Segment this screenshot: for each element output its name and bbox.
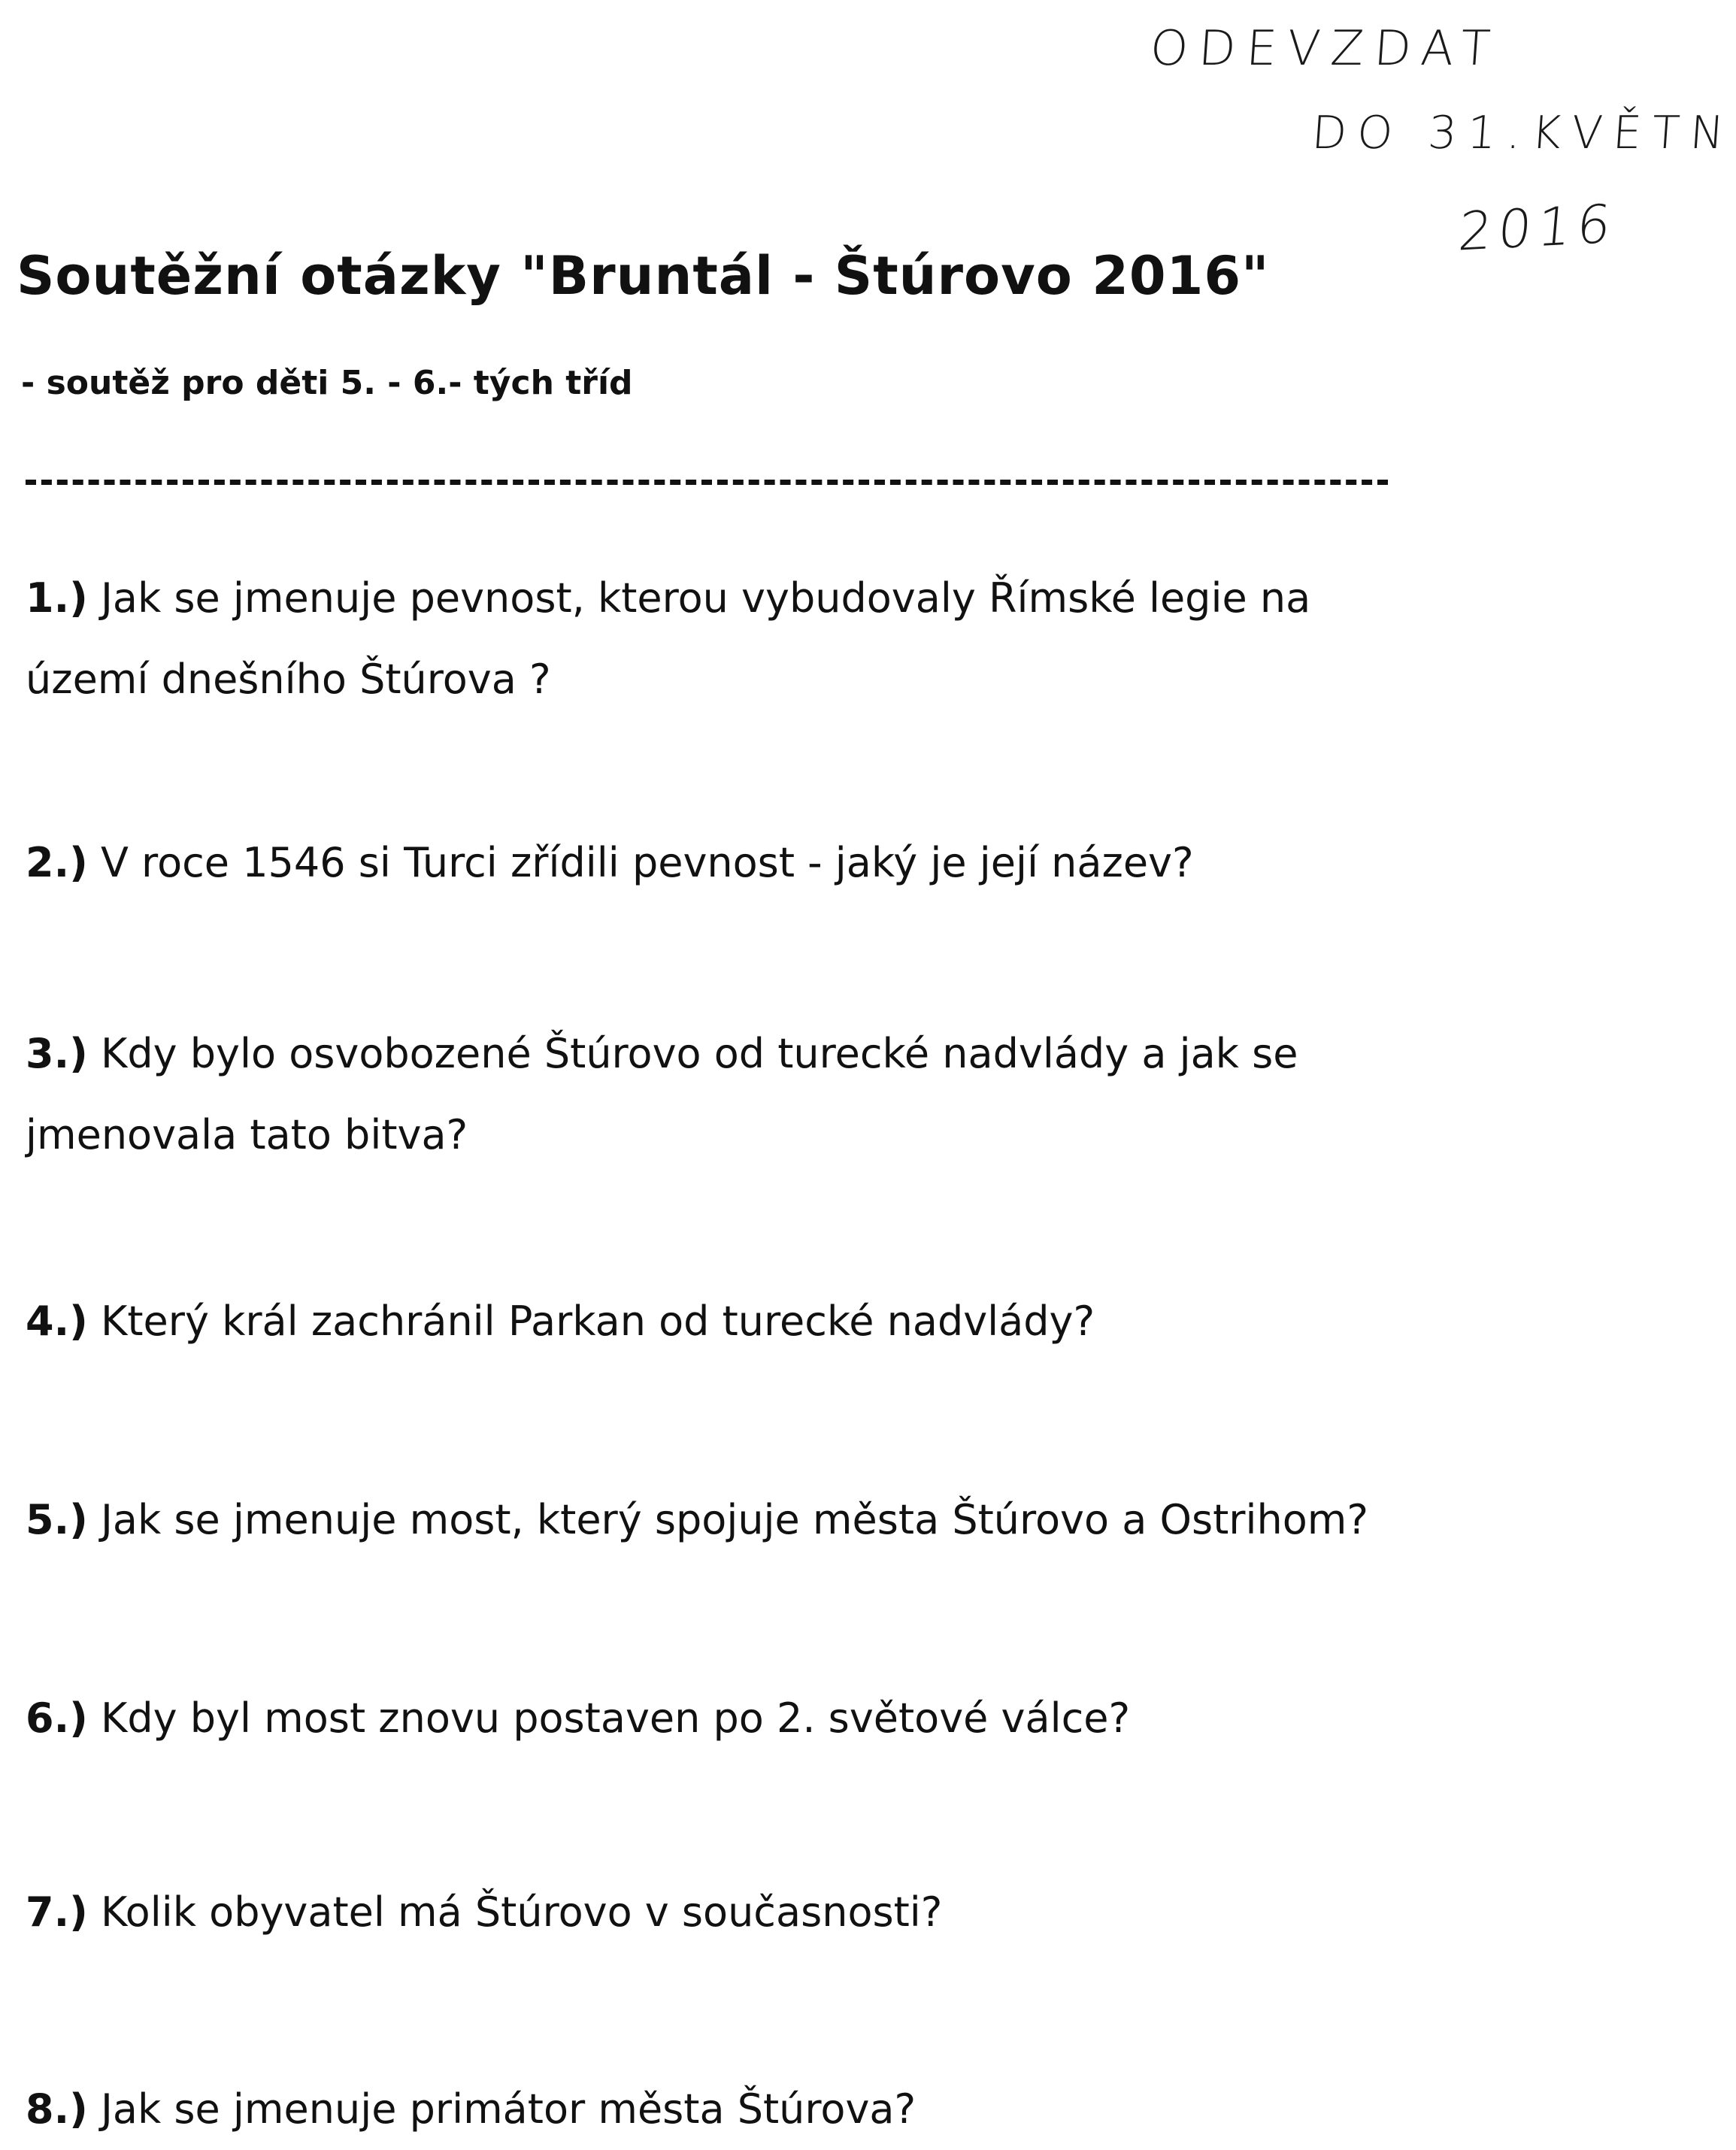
question-number: 2.)	[26, 839, 88, 886]
question-text: Jak se jmenuje primátor města Štúrova?	[100, 2085, 916, 2133]
question-7	[26, 1872, 1424, 1953]
document-title: Soutěžní otázky "Bruntál - Štúrovo 2016"	[17, 245, 1270, 307]
question-number: 1.)	[26, 574, 88, 622]
handwritten-note-line-1: ODEVZDAT	[1148, 21, 1503, 77]
question-text: Kolik obyvatel má Štúrovo v současnosti?	[100, 1888, 943, 1936]
handwritten-note-line-3: 2016	[1456, 192, 1619, 263]
question-text: Jak se jmenuje most, který spojuje města Štúrovo a Ostrihom?	[100, 1496, 1369, 1543]
question-text: Jak se jmenuje pevnost, kterou vybudovaly Římské legie na území dnešního Štúrova ?	[26, 574, 1311, 703]
question-text: Kdy byl most znovu postaven po 2. světové válce?	[100, 1694, 1131, 1742]
document-subtitle: - soutěž pro děti 5. - 6.- tých tříd	[21, 364, 633, 402]
question-1	[26, 558, 1424, 720]
question-text: V roce 1546 si Turci zřídili pevnost - jaký je její název?	[100, 839, 1194, 886]
question-6	[26, 1678, 1424, 1759]
question-text: Kdy bylo osvobozené Štúrovo od turecké nadvlády a jak se jmenovala tato bitva?	[26, 1030, 1298, 1158]
question-5	[26, 1479, 1424, 1561]
handwritten-note-line-2: DO 31.KVĚTN	[1310, 107, 1736, 159]
question-number: 8.)	[26, 2085, 88, 2133]
question-8	[26, 2069, 1424, 2150]
question-number: 6.)	[26, 1694, 88, 1742]
question-text: Který král zachránil Parkan od turecké nadvlády?	[100, 1298, 1095, 1345]
question-number: 3.)	[26, 1030, 88, 1077]
question-4	[26, 1281, 1424, 1362]
question-2	[26, 822, 1424, 904]
dashed-divider	[26, 480, 1388, 485]
question-number: 5.)	[26, 1496, 88, 1543]
question-number: 4.)	[26, 1298, 88, 1345]
question-number: 7.)	[26, 1888, 88, 1936]
question-3	[26, 1013, 1424, 1176]
